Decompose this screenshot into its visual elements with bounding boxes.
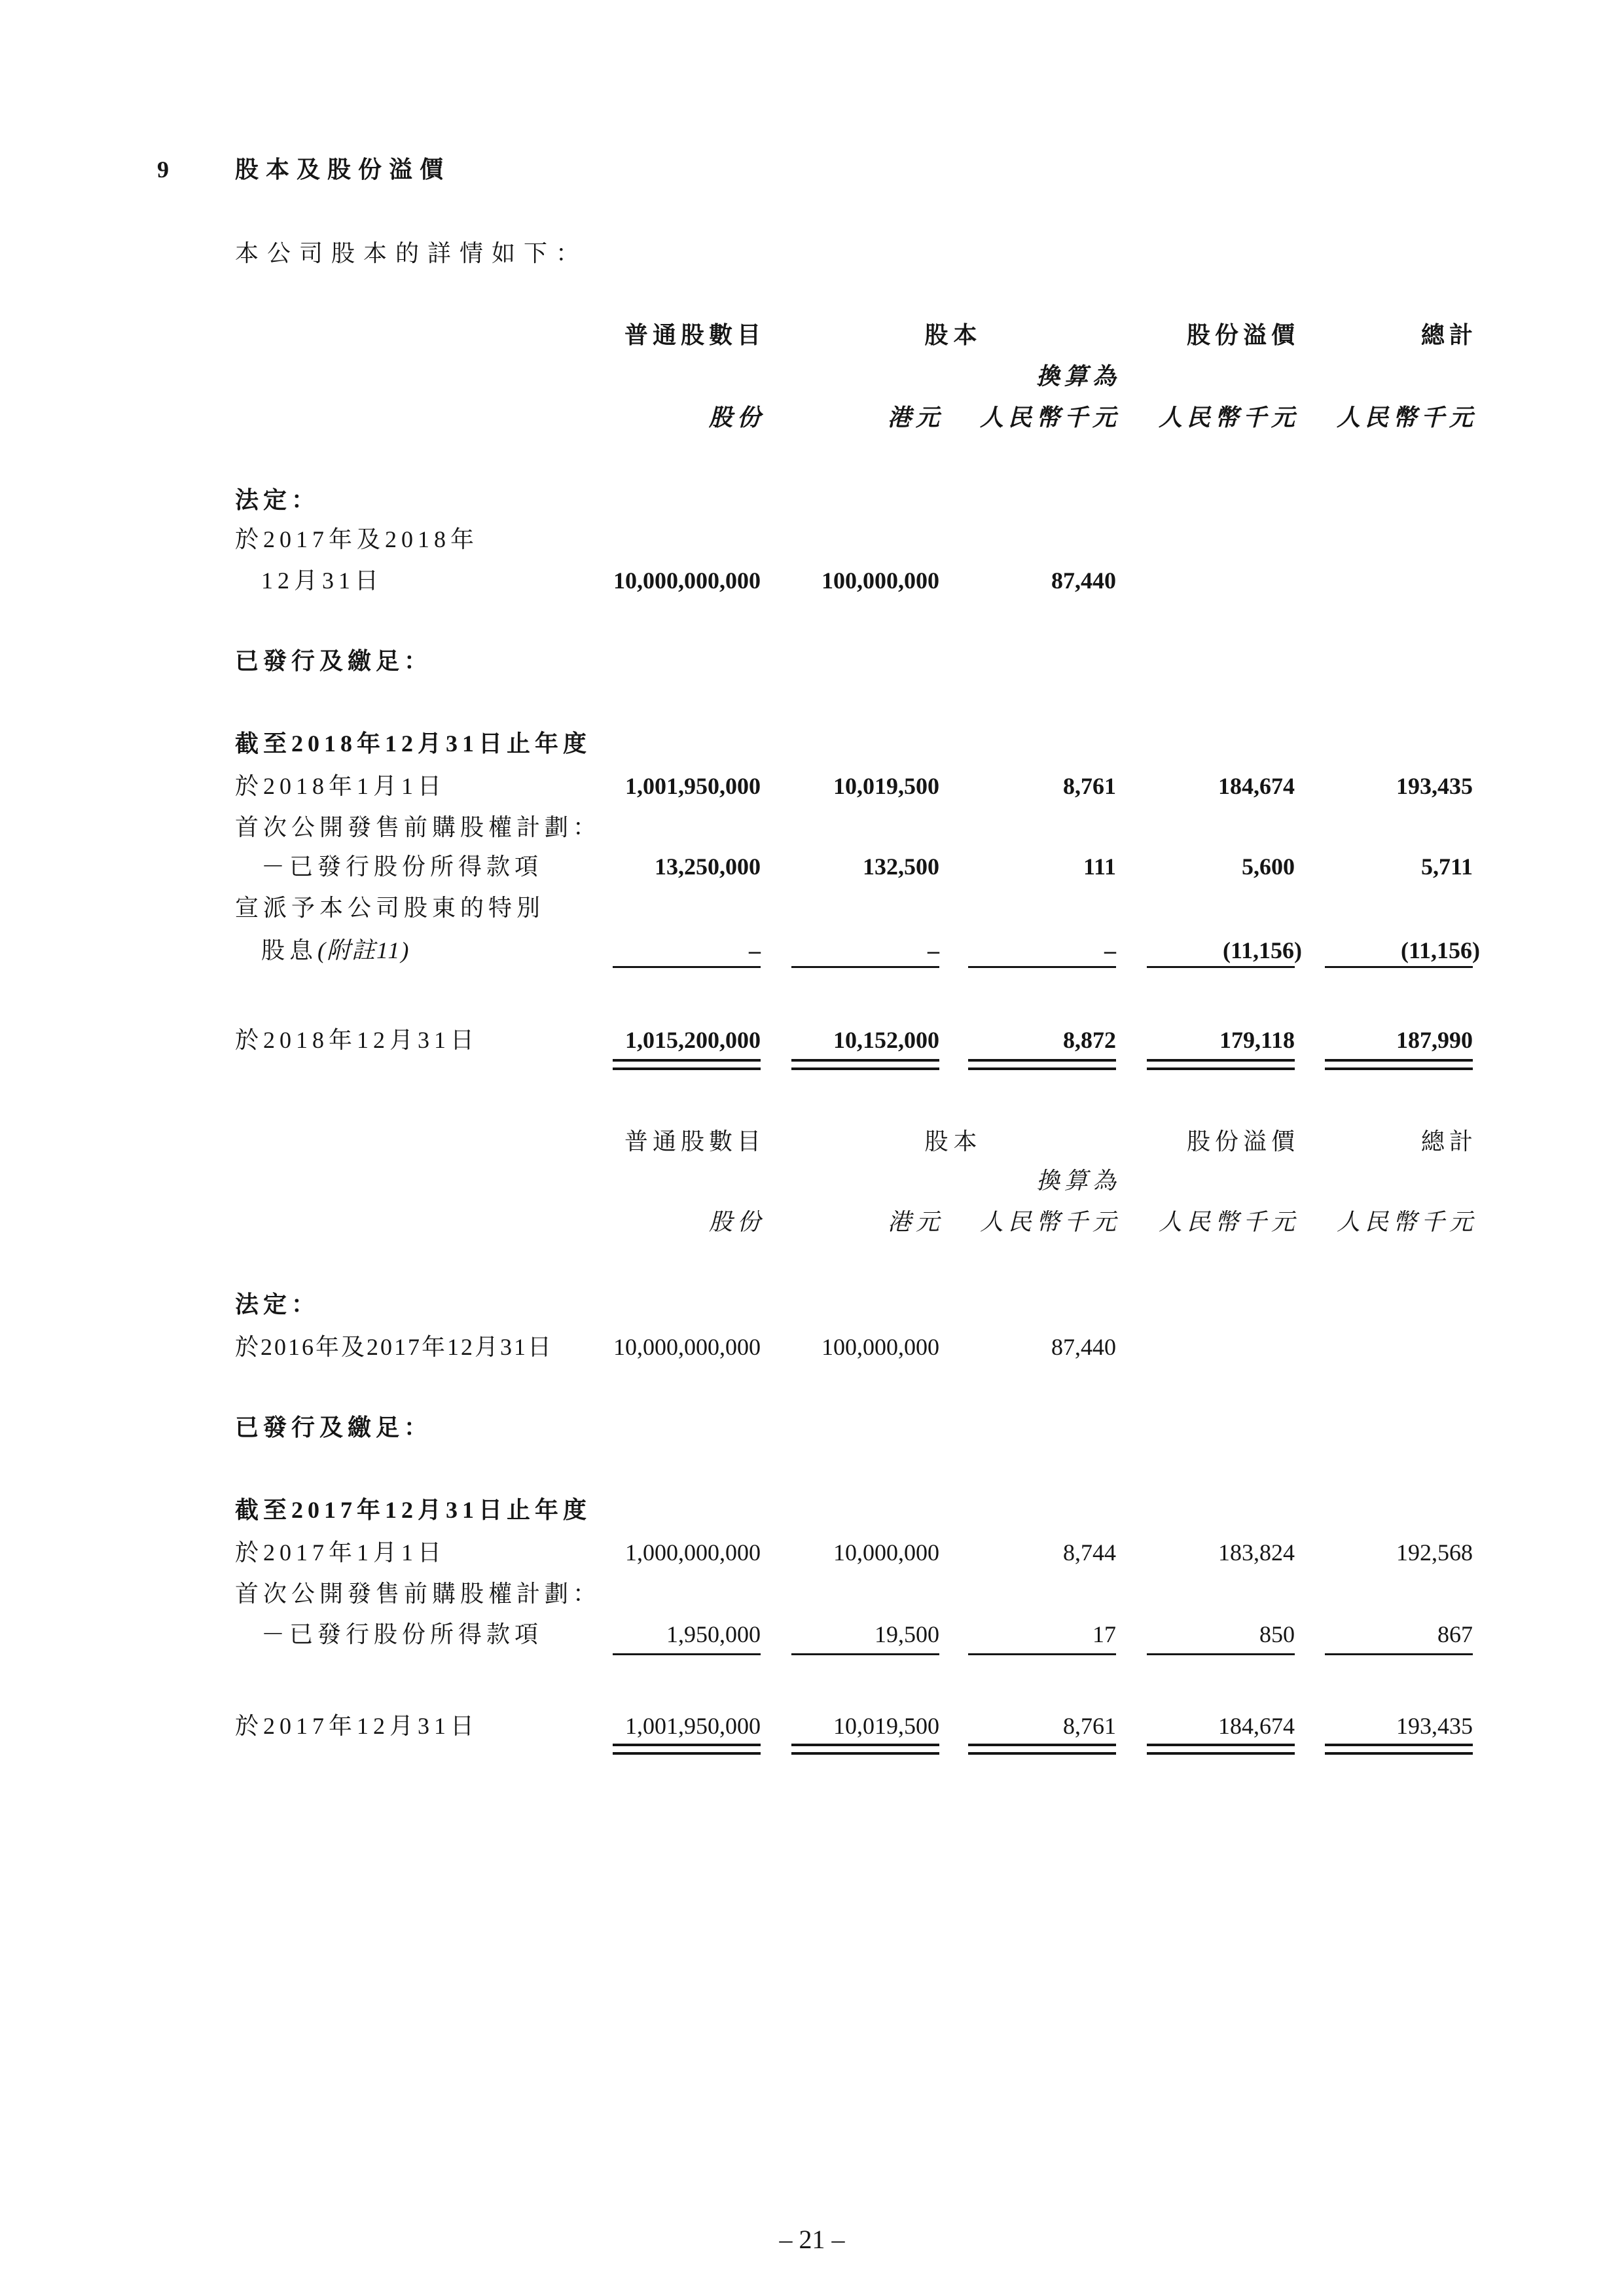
value-hkd: 100,000,000 — [821, 567, 939, 594]
issued-heading — [0, 1412, 1624, 1443]
table-2018-header — [0, 320, 1624, 350]
unit-rmb-capital: 人民幣千元 — [979, 404, 1121, 431]
header-share-premium: 股份溢價 — [1186, 322, 1299, 348]
total-double-rule — [1147, 1059, 1295, 1062]
authorised-heading-text: 法定： — [235, 487, 320, 513]
row-label: －已發行股份所得款項 — [261, 1621, 543, 1647]
period-heading-text: 截至2018年12月31日止年度 — [235, 730, 592, 757]
header-ordinary-shares: 普通股數目 — [624, 1128, 765, 1155]
header-ordinary-shares: 普通股數目 — [624, 322, 765, 348]
value-rmb-capital: 87,440 — [1051, 567, 1116, 594]
table-row — [0, 771, 1624, 801]
subtotal-rule — [1325, 966, 1473, 968]
value-hkd: 10,019,500 — [833, 1713, 939, 1739]
value-rmb-capital: 8,872 — [1063, 1027, 1116, 1053]
value-rmb-premium: 184,674 — [1218, 1713, 1295, 1739]
row-label: 於2018年1月1日 — [235, 773, 446, 799]
value-rmb-premium: 179,118 — [1219, 1027, 1295, 1053]
value-rmb-total: (11,156) — [1401, 937, 1480, 963]
table-row — [0, 1619, 1624, 1649]
subtotal-rule — [613, 966, 761, 968]
value-rmb-capital: 17 — [1092, 1621, 1116, 1647]
value-ordinary-shares: – — [749, 937, 761, 963]
value-hkd: 10,152,000 — [833, 1027, 939, 1053]
subtotal-rule — [1325, 1653, 1473, 1655]
unit-hkd: 港元 — [887, 1209, 944, 1235]
header-share-premium: 股份溢價 — [1186, 1128, 1299, 1155]
row-label: 於2018年12月31日 — [235, 1027, 479, 1053]
table-2018-units — [0, 403, 1624, 433]
total-double-rule — [791, 1744, 939, 1746]
issued-heading-text: 已發行及繳足： — [235, 1414, 433, 1441]
table-2018-header-converted — [0, 361, 1624, 391]
value-ordinary-shares: 10,000,000,000 — [613, 1334, 761, 1360]
total-double-rule — [613, 1744, 761, 1746]
section-heading — [0, 154, 1624, 185]
value-ordinary-shares: 1,000,000,000 — [625, 1539, 761, 1566]
value-rmb-total: 867 — [1437, 1621, 1473, 1647]
row-label: 12月31日 — [261, 567, 384, 594]
total-double-rule — [613, 1752, 761, 1755]
table-row — [0, 1537, 1624, 1568]
authorised-heading — [0, 1289, 1624, 1319]
total-double-rule — [1147, 1744, 1295, 1746]
row-label-text: 股息 — [261, 937, 318, 963]
value-ordinary-shares: 1,950,000 — [666, 1621, 761, 1647]
row-label-note: (附註11) — [317, 937, 410, 963]
table-row — [0, 524, 1624, 554]
subtotal-rule — [1147, 1653, 1295, 1655]
subtotal-rule — [613, 1653, 761, 1655]
total-double-rule — [968, 1067, 1116, 1070]
value-ordinary-shares: 1,001,950,000 — [625, 1713, 761, 1739]
table-row — [0, 893, 1624, 923]
value-rmb-premium: (11,156) — [1223, 937, 1302, 963]
row-label: 於2017年及2018年 — [235, 526, 479, 552]
authorised-heading-text: 法定： — [235, 1291, 320, 1318]
row-label — [261, 935, 410, 965]
total-double-rule — [1325, 1059, 1473, 1062]
subtotal-rule — [791, 966, 939, 968]
section-title: 股本及股份溢價 — [235, 156, 451, 183]
value-rmb-total: 193,435 — [1396, 773, 1473, 799]
total-double-rule — [1147, 1067, 1295, 1070]
total-double-rule — [791, 1059, 939, 1062]
value-rmb-premium: 184,674 — [1218, 773, 1295, 799]
period-heading — [0, 728, 1624, 759]
unit-shares: 股份 — [708, 1209, 765, 1235]
row-label: 於2017年1月1日 — [235, 1539, 446, 1566]
value-rmb-premium: 850 — [1259, 1621, 1295, 1647]
table-row — [0, 1332, 1624, 1362]
period-heading-text: 截至2017年12月31日止年度 — [235, 1497, 592, 1523]
total-double-rule — [1325, 1744, 1473, 1746]
header-converted: 換算為 — [1036, 363, 1121, 389]
value-rmb-capital: – — [1104, 937, 1116, 963]
unit-shares: 股份 — [708, 404, 765, 431]
table-row — [0, 852, 1624, 882]
row-label: 宣派予本公司股東的特別 — [235, 895, 545, 921]
unit-rmb-premium: 人民幣千元 — [1158, 404, 1299, 431]
authorised-heading — [0, 485, 1624, 515]
row-label: 首次公開發售前購股權計劃： — [235, 1581, 602, 1607]
total-double-rule — [1147, 1752, 1295, 1755]
period-heading — [0, 1495, 1624, 1525]
row-label: 首次公開發售前購股權計劃： — [235, 814, 602, 840]
value-rmb-capital: 8,761 — [1063, 1713, 1116, 1739]
value-rmb-total: 193,435 — [1396, 1713, 1473, 1739]
header-converted: 換算為 — [1036, 1168, 1121, 1194]
value-hkd: 132,500 — [863, 853, 939, 880]
page-number: – 21 – — [779, 2225, 845, 2254]
value-ordinary-shares: 10,000,000,000 — [613, 567, 761, 594]
value-rmb-premium: 5,600 — [1242, 853, 1295, 880]
value-hkd: 100,000,000 — [821, 1334, 939, 1360]
table-row — [0, 565, 1624, 596]
intro-paragraph — [0, 238, 1624, 268]
header-share-capital: 股本 — [924, 1128, 983, 1155]
value-rmb-total: 5,711 — [1420, 853, 1473, 880]
subtotal-rule — [1147, 966, 1295, 968]
header-total: 總計 — [1420, 322, 1477, 348]
total-double-rule — [1325, 1752, 1473, 1755]
subtotal-rule — [968, 966, 1116, 968]
unit-hkd: 港元 — [887, 404, 944, 431]
table-2017-header-converted — [0, 1166, 1624, 1196]
total-double-rule — [613, 1059, 761, 1062]
row-label: 於2016年及2017年12月31日 — [235, 1334, 554, 1360]
value-rmb-total: 187,990 — [1396, 1027, 1473, 1053]
value-rmb-capital: 8,761 — [1063, 773, 1116, 799]
value-ordinary-shares: 13,250,000 — [655, 853, 761, 880]
table-row — [0, 1579, 1624, 1609]
total-double-rule — [968, 1059, 1116, 1062]
row-label: 於2017年12月31日 — [235, 1713, 479, 1739]
total-double-rule — [613, 1067, 761, 1070]
unit-rmb-premium: 人民幣千元 — [1158, 1209, 1299, 1235]
total-double-rule — [1325, 1067, 1473, 1070]
total-double-rule — [791, 1067, 939, 1070]
table-row — [0, 812, 1624, 842]
table-row-total — [0, 1025, 1624, 1055]
subtotal-rule — [791, 1653, 939, 1655]
table-2017-units — [0, 1207, 1624, 1237]
intro-text: 本公司股本的詳情如下： — [235, 240, 588, 266]
value-hkd: – — [928, 937, 939, 963]
table-2017-header — [0, 1126, 1624, 1157]
value-hkd: 10,000,000 — [833, 1539, 939, 1566]
table-row-total — [0, 1711, 1624, 1741]
row-label: －已發行股份所得款項 — [261, 853, 543, 880]
unit-rmb-capital: 人民幣千元 — [979, 1209, 1121, 1235]
issued-heading — [0, 646, 1624, 676]
value-rmb-capital: 87,440 — [1051, 1334, 1116, 1360]
value-hkd: 19,500 — [875, 1621, 939, 1647]
value-ordinary-shares: 1,015,200,000 — [625, 1027, 761, 1053]
total-double-rule — [791, 1752, 939, 1755]
total-double-rule — [968, 1752, 1116, 1755]
unit-rmb-total: 人民幣千元 — [1336, 1209, 1477, 1235]
unit-rmb-total: 人民幣千元 — [1336, 404, 1477, 431]
total-double-rule — [968, 1744, 1116, 1746]
value-hkd: 10,019,500 — [833, 773, 939, 799]
header-share-capital: 股本 — [924, 322, 983, 348]
issued-heading-text: 已發行及繳足： — [235, 648, 433, 674]
table-row — [0, 935, 1624, 965]
header-total: 總計 — [1420, 1128, 1477, 1155]
value-rmb-capital: 111 — [1083, 853, 1116, 880]
value-rmb-capital: 8,744 — [1063, 1539, 1116, 1566]
section-number: 9 — [157, 156, 169, 183]
subtotal-rule — [968, 1653, 1116, 1655]
value-rmb-total: 192,568 — [1396, 1539, 1473, 1566]
value-ordinary-shares: 1,001,950,000 — [625, 773, 761, 799]
value-rmb-premium: 183,824 — [1218, 1539, 1295, 1566]
